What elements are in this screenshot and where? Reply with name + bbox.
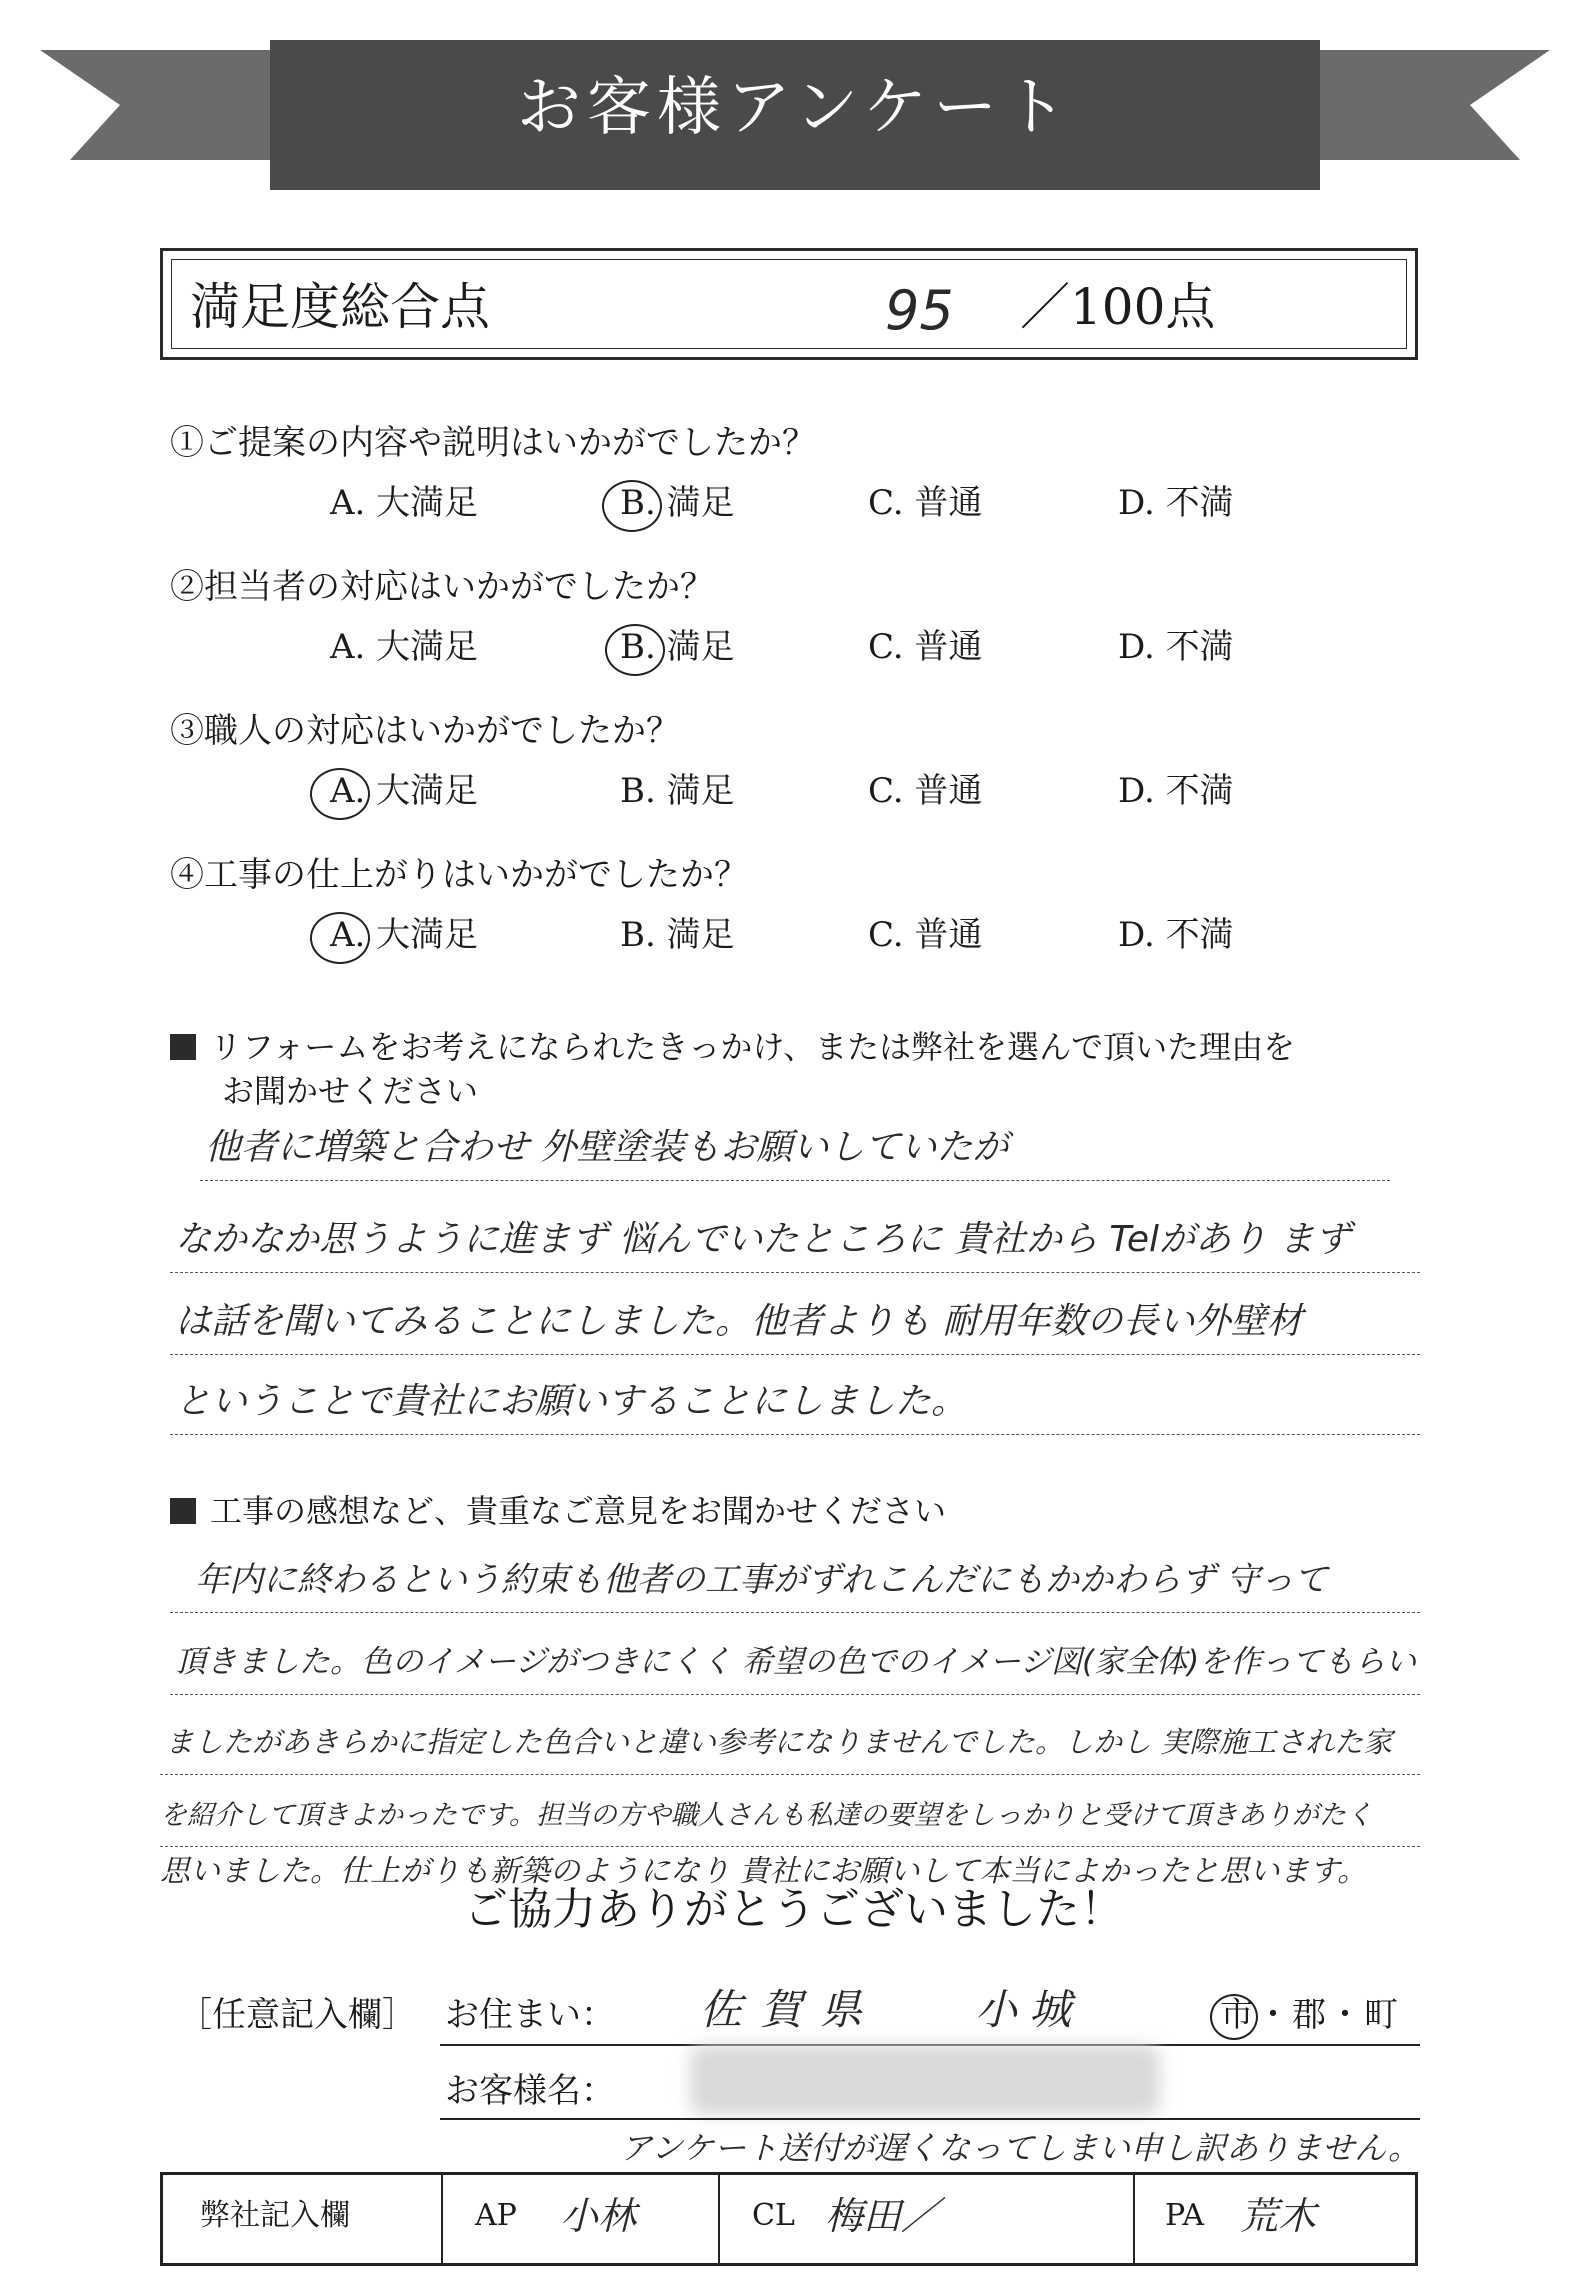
- cl-value[interactable]: 梅田／: [825, 2194, 940, 2238]
- answer-rule: [200, 1180, 1390, 1181]
- section2-answer-line[interactable]: 年内に終わるという約束も他者の工事がずれこんだにもかかわらず 守って: [195, 1560, 1328, 1600]
- section2-heading: [170, 1488, 946, 1534]
- section1-heading-line1: リフォームをお考えになられたきっかけ、または弊社を選んで頂いた理由を: [210, 1028, 1296, 1066]
- table-divider: [1133, 2175, 1135, 2263]
- q3-option-b[interactable]: B. 満足: [620, 771, 735, 811]
- question-4: ④工事の仕上がりはいかがでしたか？: [170, 855, 748, 895]
- q3-selected-circle: [310, 768, 370, 820]
- q1-option-a[interactable]: A. 大満足: [330, 483, 479, 523]
- office-use-label: 弊社記入欄: [200, 2198, 350, 2233]
- table-divider: [718, 2175, 720, 2263]
- section1-heading-line2: お聞かせください: [222, 1072, 479, 1110]
- q4-option-d[interactable]: D. 不満: [1118, 915, 1234, 955]
- answer-rule: [160, 1774, 1420, 1775]
- city-value[interactable]: 小城: [975, 1985, 1084, 2034]
- ap-value[interactable]: 小林: [560, 2194, 637, 2238]
- q4-selected-circle: [310, 912, 370, 964]
- section1-answer-line[interactable]: 他者に増築と合わせ 外壁塗装もお願いしていたが: [205, 1127, 1009, 1168]
- q1-selected-circle: [602, 480, 662, 532]
- section2-answer-line[interactable]: 思いました。仕上がりも新築のようになり 貴社にお願いして本当によかったと思います。: [160, 1854, 1368, 1889]
- answer-rule: [170, 1272, 1420, 1273]
- q4-option-c[interactable]: C. 普通: [868, 915, 983, 955]
- score-label: 満足度総合点: [190, 278, 490, 336]
- q2-option-c[interactable]: C. 普通: [868, 627, 983, 667]
- q2-option-d[interactable]: D. 不満: [1118, 627, 1234, 667]
- ap-label: AP: [475, 2198, 517, 2233]
- q3-option-a[interactable]: A. 大満足: [330, 771, 479, 811]
- optional-section-label: ［任意記入欄］: [178, 1995, 416, 2035]
- section2-answer-line[interactable]: ましたがあきらかに指定した色合いと違い参考になりませんでした。しかし 実際施工された家: [165, 1725, 1393, 1759]
- cl-label: CL: [752, 2198, 795, 2233]
- city-type-selected-circle: [1210, 1994, 1258, 2040]
- question-3: ③職人の対応はいかがでしたか？: [170, 711, 680, 751]
- question-1: ①ご提案の内容や説明はいかがでしたか？: [170, 423, 816, 463]
- section1-heading: [170, 1024, 1295, 1070]
- q2-selected-circle: [605, 624, 665, 676]
- q1-option-d[interactable]: D. 不満: [1118, 483, 1234, 523]
- banner-ribbon-right: [1320, 50, 1550, 160]
- question-2: ②担当者の対応はいかがでしたか？: [170, 567, 714, 607]
- q3-option-c[interactable]: C. 普通: [868, 771, 983, 811]
- answer-rule: [170, 1354, 1420, 1355]
- q4-option-a[interactable]: A. 大満足: [330, 915, 479, 955]
- thanks-message: ご協力ありがとうございました！: [464, 1884, 1124, 1935]
- score-suffix: ／100点: [1020, 278, 1216, 336]
- prefecture-value[interactable]: 佐賀県: [700, 1985, 881, 2034]
- q2-option-a[interactable]: A. 大満足: [330, 627, 479, 667]
- city-type-options[interactable]: 市・郡・町: [1220, 1995, 1400, 2035]
- table-divider: [441, 2175, 443, 2263]
- customer-name-redacted: [690, 2045, 1160, 2115]
- address-label: お住まい：: [445, 1995, 615, 2035]
- page-title: お客様アンケート: [516, 71, 1074, 145]
- q1-option-c[interactable]: C. 普通: [868, 483, 983, 523]
- section2-answer-line[interactable]: を紹介して頂きよかったです。担当の方や職人さんも私達の要望をしっかりと受けて頂きありがたく: [160, 1800, 1373, 1831]
- section2-answer-line[interactable]: 頂きました。色のイメージがつきにくく 希望の色でのイメージ図(家全体)を作ってもらい: [175, 1644, 1417, 1680]
- answer-rule: [170, 1694, 1420, 1695]
- banner-ribbon-left: [40, 50, 270, 160]
- section1-answer-line[interactable]: なかなか思うように進まず 悩んでいたところに 貴社から Telがあり まず: [175, 1219, 1351, 1260]
- square-bullet-icon: [170, 1034, 196, 1060]
- section1-answer-line[interactable]: ということで貴社にお願いすることにしました。: [175, 1381, 968, 1422]
- answer-rule: [170, 1612, 1420, 1613]
- q2-option-b[interactable]: B. 満足: [620, 627, 735, 667]
- score-value[interactable]: 95: [885, 279, 954, 342]
- customer-note: アンケート送付が遅くなってしまい申し訳ありません。: [620, 2129, 1421, 2167]
- q3-option-d[interactable]: D. 不満: [1118, 771, 1234, 811]
- q4-option-b[interactable]: B. 満足: [620, 915, 735, 955]
- name-label: お客様名：: [445, 2071, 615, 2111]
- pa-label: PA: [1165, 2198, 1205, 2233]
- square-bullet-icon: [170, 1498, 196, 1524]
- pa-value[interactable]: 荒木: [1240, 2194, 1317, 2238]
- q1-option-b[interactable]: B. 満足: [620, 483, 735, 523]
- answer-rule: [170, 1434, 1420, 1435]
- section2-heading-text: 工事の感想など、貴重なご意見をお聞かせください: [210, 1492, 947, 1530]
- section1-answer-line[interactable]: は話を聞いてみることにしました。他者よりも 耐用年数の長い外壁材: [175, 1301, 1303, 1342]
